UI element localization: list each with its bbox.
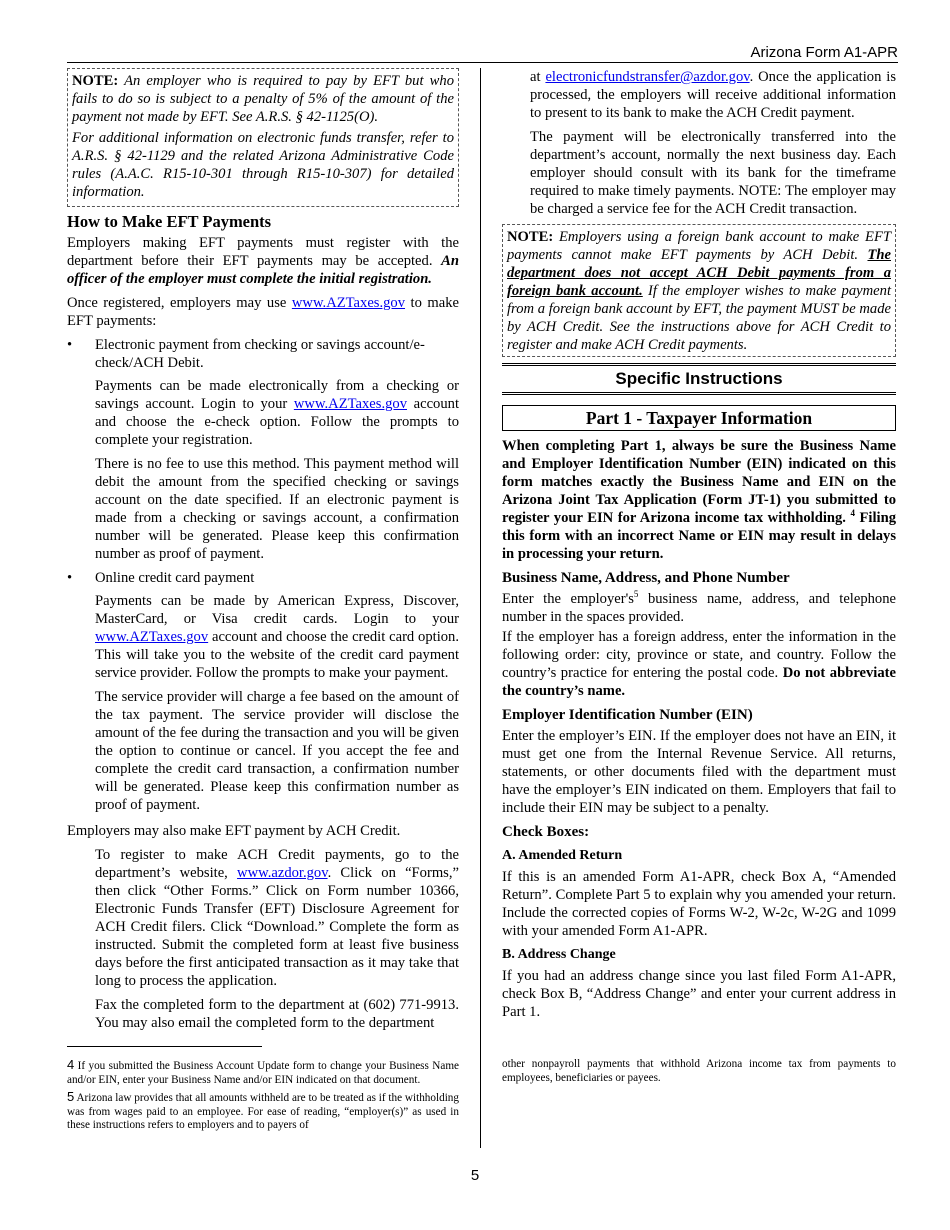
bullet-echeck: • Electronic payment from checking or savings account/e-check/ACH Debit. [67,336,459,372]
form-title: Arizona Form A1-APR [750,44,898,61]
business-name-heading: Business Name, Address, and Phone Number [502,570,790,586]
box-a-heading: A. Amended Return [502,848,623,863]
check-boxes-heading: Check Boxes: [502,824,590,840]
footnote-ref-5: 5 [633,589,639,600]
note-label: NOTE: [72,73,119,89]
eft-email-link[interactable]: electronicfundstransfer@azdor.gov [545,69,750,85]
aztaxes-link[interactable]: www.AZTaxes.gov [291,295,406,311]
note-eft-penalty [67,68,459,207]
page-number: 5 [470,1167,480,1184]
box-b-paragraph: If you had an address change since you last filed Form A1-APR, check Box B, “Address Change” and enter your current address in Part 1. [502,968,896,1020]
foreign-address-paragraph: If the employer has a foreign address, enter the information in the following order: city, province or state, and country. Follow the country’s practice for entering the postal code. Do not abbreviate the country’s name. [502,629,896,699]
specific-instructions-heading: Specific Instructions [502,363,896,395]
note-text: An employer who is required to pay by EFT but who fails to do so is subject to a penalty of 5% of the amount of the payment not made by EFT. See A.R.S. § 42-1125(O). [72,73,454,125]
footnote-5-continued: other nonpayroll payments that withhold Arizona income tax from payments to employees, beneficiaries or payees. [502,1058,896,1084]
officer-statement: An officer of the employer must complete the initial registration. [67,253,459,287]
header-rule [67,62,898,63]
ach-credit-details: To register to make ACH Credit payments, go to the department’s website, www.azdor.gov. Click on “Forms,” then click “Other Forms.” Click on Form number 10366, Electronic Funds Transfer (EFT) Disclosure Agreement for ACH Credit filers. Click “Download.” Complete the form as instructed. Submit the completed form at least five business days before the first anticipated transaction as it may take that long to process the application. Fax the completed form to the department at (602) 771-9913. You may also email the completed form to the department [95,847,459,1031]
part1-instructions: When completing Part 1, always be sure the Business Name and Employer Identification Number (EIN) indicated on this form matches exactly the Business Name and EIN on the Arizona Joint Tax Application (Form JT-1) you submitted to register your EIN for Arizona income tax withholding. $^4$ Filing this form with an incorrect Name or EIN may result in delays in processing your return. [502,438,896,562]
footnote-rule [67,1046,262,1047]
note-label: NOTE: [507,229,554,245]
credit-card-details: Payments can be made by American Express, Discover, MasterCard, or Visa credit cards. Login to your www.AZTaxes.gov account and choose the credit card option. This will take you to the website of the credit card payment service provider. Follow the prompts to make your payment. The service provider will charge a fee based on the amount of the tax payment. The service provider will disclose the amount of the fee during the transaction and you will be given the option to continue or cancel. If you accept the fee and complete the credit card transaction, a confirmation number will be generated. Please keep this confirmation number as proof of payment. [95,593,459,813]
ach-credit-intro: Employers may also make EFT payment by ACH Credit. [67,823,401,839]
note-foreign-bank: NOTE: Employers using a foreign bank account to make EFT payments cannot make EFT payments by ACH Debit. The department does not accept ACH Debit payments from a foreign bank account. If the employer wishes to make payment from a foreign bank account by EFT, the payment MUST be made by ACH Credit. See the instructions above for ACH Credit to register and make ACH Credit payments. [502,224,896,357]
ein-heading: Employer Identification Number (EIN) [502,707,753,723]
ach-fax-paragraph: Fax the completed form to the department at (602) 771-9913. You may also email the completed form to the department [95,997,459,1031]
register-paragraph: Employers making EFT payments must register with the department before their EFT payments may be accepted. An officer of the employer must complete the initial registration. [67,235,459,287]
footnote-4: 4 If you submitted the Business Account Update form to change your Business Name and/or EIN, enter your Business Name and/or EIN indicated on that document. [67,1057,459,1086]
echeck-fee-paragraph: There is no fee to use this method. This payment method will debit the amount from the specified checking or savings account on the date specified. If an electronic payment is made from a checking or savings account, a confirmation number will be generated. Please keep this confirmation number as proof of payment. [95,456,459,562]
echeck-details: Payments can be made electronically from a checking or savings account. Login to your www.AZTaxes.gov account and choose the e-check option. Follow the prompts to complete your registration. There is no fee to use this method. This payment method will debit the amount from the specified checking or savings account on the date specified. If an electronic payment is made from a checking or savings account, a confirmation number will be generated. Please keep this confirmation number as proof of payment. [95,378,459,562]
ach-transfer-paragraph: The payment will be electronically transferred into the department’s account, normally the next business day. Each employer should consult with its bank for the timeframe required to make timely payments. NOTE: The employer may be charged a service fee for the ACH Credit transaction. [530,129,896,217]
azdor-link[interactable]: www.azdor.gov [237,865,328,881]
part1-heading: Part 1 - Taxpayer Information [502,405,896,431]
aztaxes-link[interactable]: www.AZTaxes.gov [95,629,209,645]
business-name-paragraph: Enter the $employer's^5$ business name, address, and telephone number in the spaces provided. [502,589,897,625]
footnote-ref-4: 4 [850,508,855,519]
note-text-2: For additional information on electronic funds transfer, refer to A.R.S. § 42-1129 and the related Arizona Administrative Code rules (A.A.C. R15-10-301 through R15-10-307) for detailed information. [72,130,454,200]
foreign-bank-warning: The department does not accept ACH Debit payments from a foreign bank account. [507,247,891,299]
aztaxes-link[interactable]: www.AZTaxes.gov [293,396,407,412]
right-column [502,68,896,1027]
left-column [67,68,459,1038]
footnote-5: 5 Arizona law provides that all amounts withheld are to be treated as if the withholding was from wages paid to an employee. For ease of reading, “employer(s)” as used in these instructions refers to employers and to payers of [67,1089,459,1131]
column-separator [480,68,481,1148]
credit-card-fee-paragraph: The service provider will charge a fee based on the amount of the tax payment. The service provider will disclose the amount of the fee during the transaction and you will be given the option to continue or cancel. If you accept the fee and complete the credit card transaction, a confirmation number will be generated. Please keep this confirmation number as proof of payment. [95,689,459,813]
footnotes-left [67,1058,459,1136]
ein-paragraph: Enter the employer’s EIN. If the employer does not have an EIN, it must get one from the Internal Revenue Service. All returns, statements, or other documents filed with the department must have the employer’s EIN indicated on them. Employers that fail to include their EIN may be subject to a penalty. [502,728,896,816]
ach-continued: at electronicfundstransfer@azdor.gov. Once the application is processed, the employers will receive additional information to present to its bank to make the ACH Credit payment. The payment will be electronically transferred into the department’s account, normally the next business day. Each employer should consult with its bank for the timeframe required to make timely payments. NOTE: The employer may be charged a service fee for the ACH Credit transaction. [530,69,897,217]
bullet-credit-card: • Online credit card payment [67,569,459,587]
how-to-heading: How to Make EFT Payments [67,212,272,231]
once-registered-paragraph: Once registered, employers may use www.AZTaxes.gov to make EFT payments: [67,295,459,329]
box-b-heading: B. Address Change [502,947,616,962]
box-a-paragraph: If this is an amended Form A1-APR, check Box A, “Amended Return”. Complete Part 5 to explain why you amended your return. Include the corrected copies of Forms W-2, W-2c, W-2G and 1099 with your amended Form A1-APR. [502,869,896,939]
